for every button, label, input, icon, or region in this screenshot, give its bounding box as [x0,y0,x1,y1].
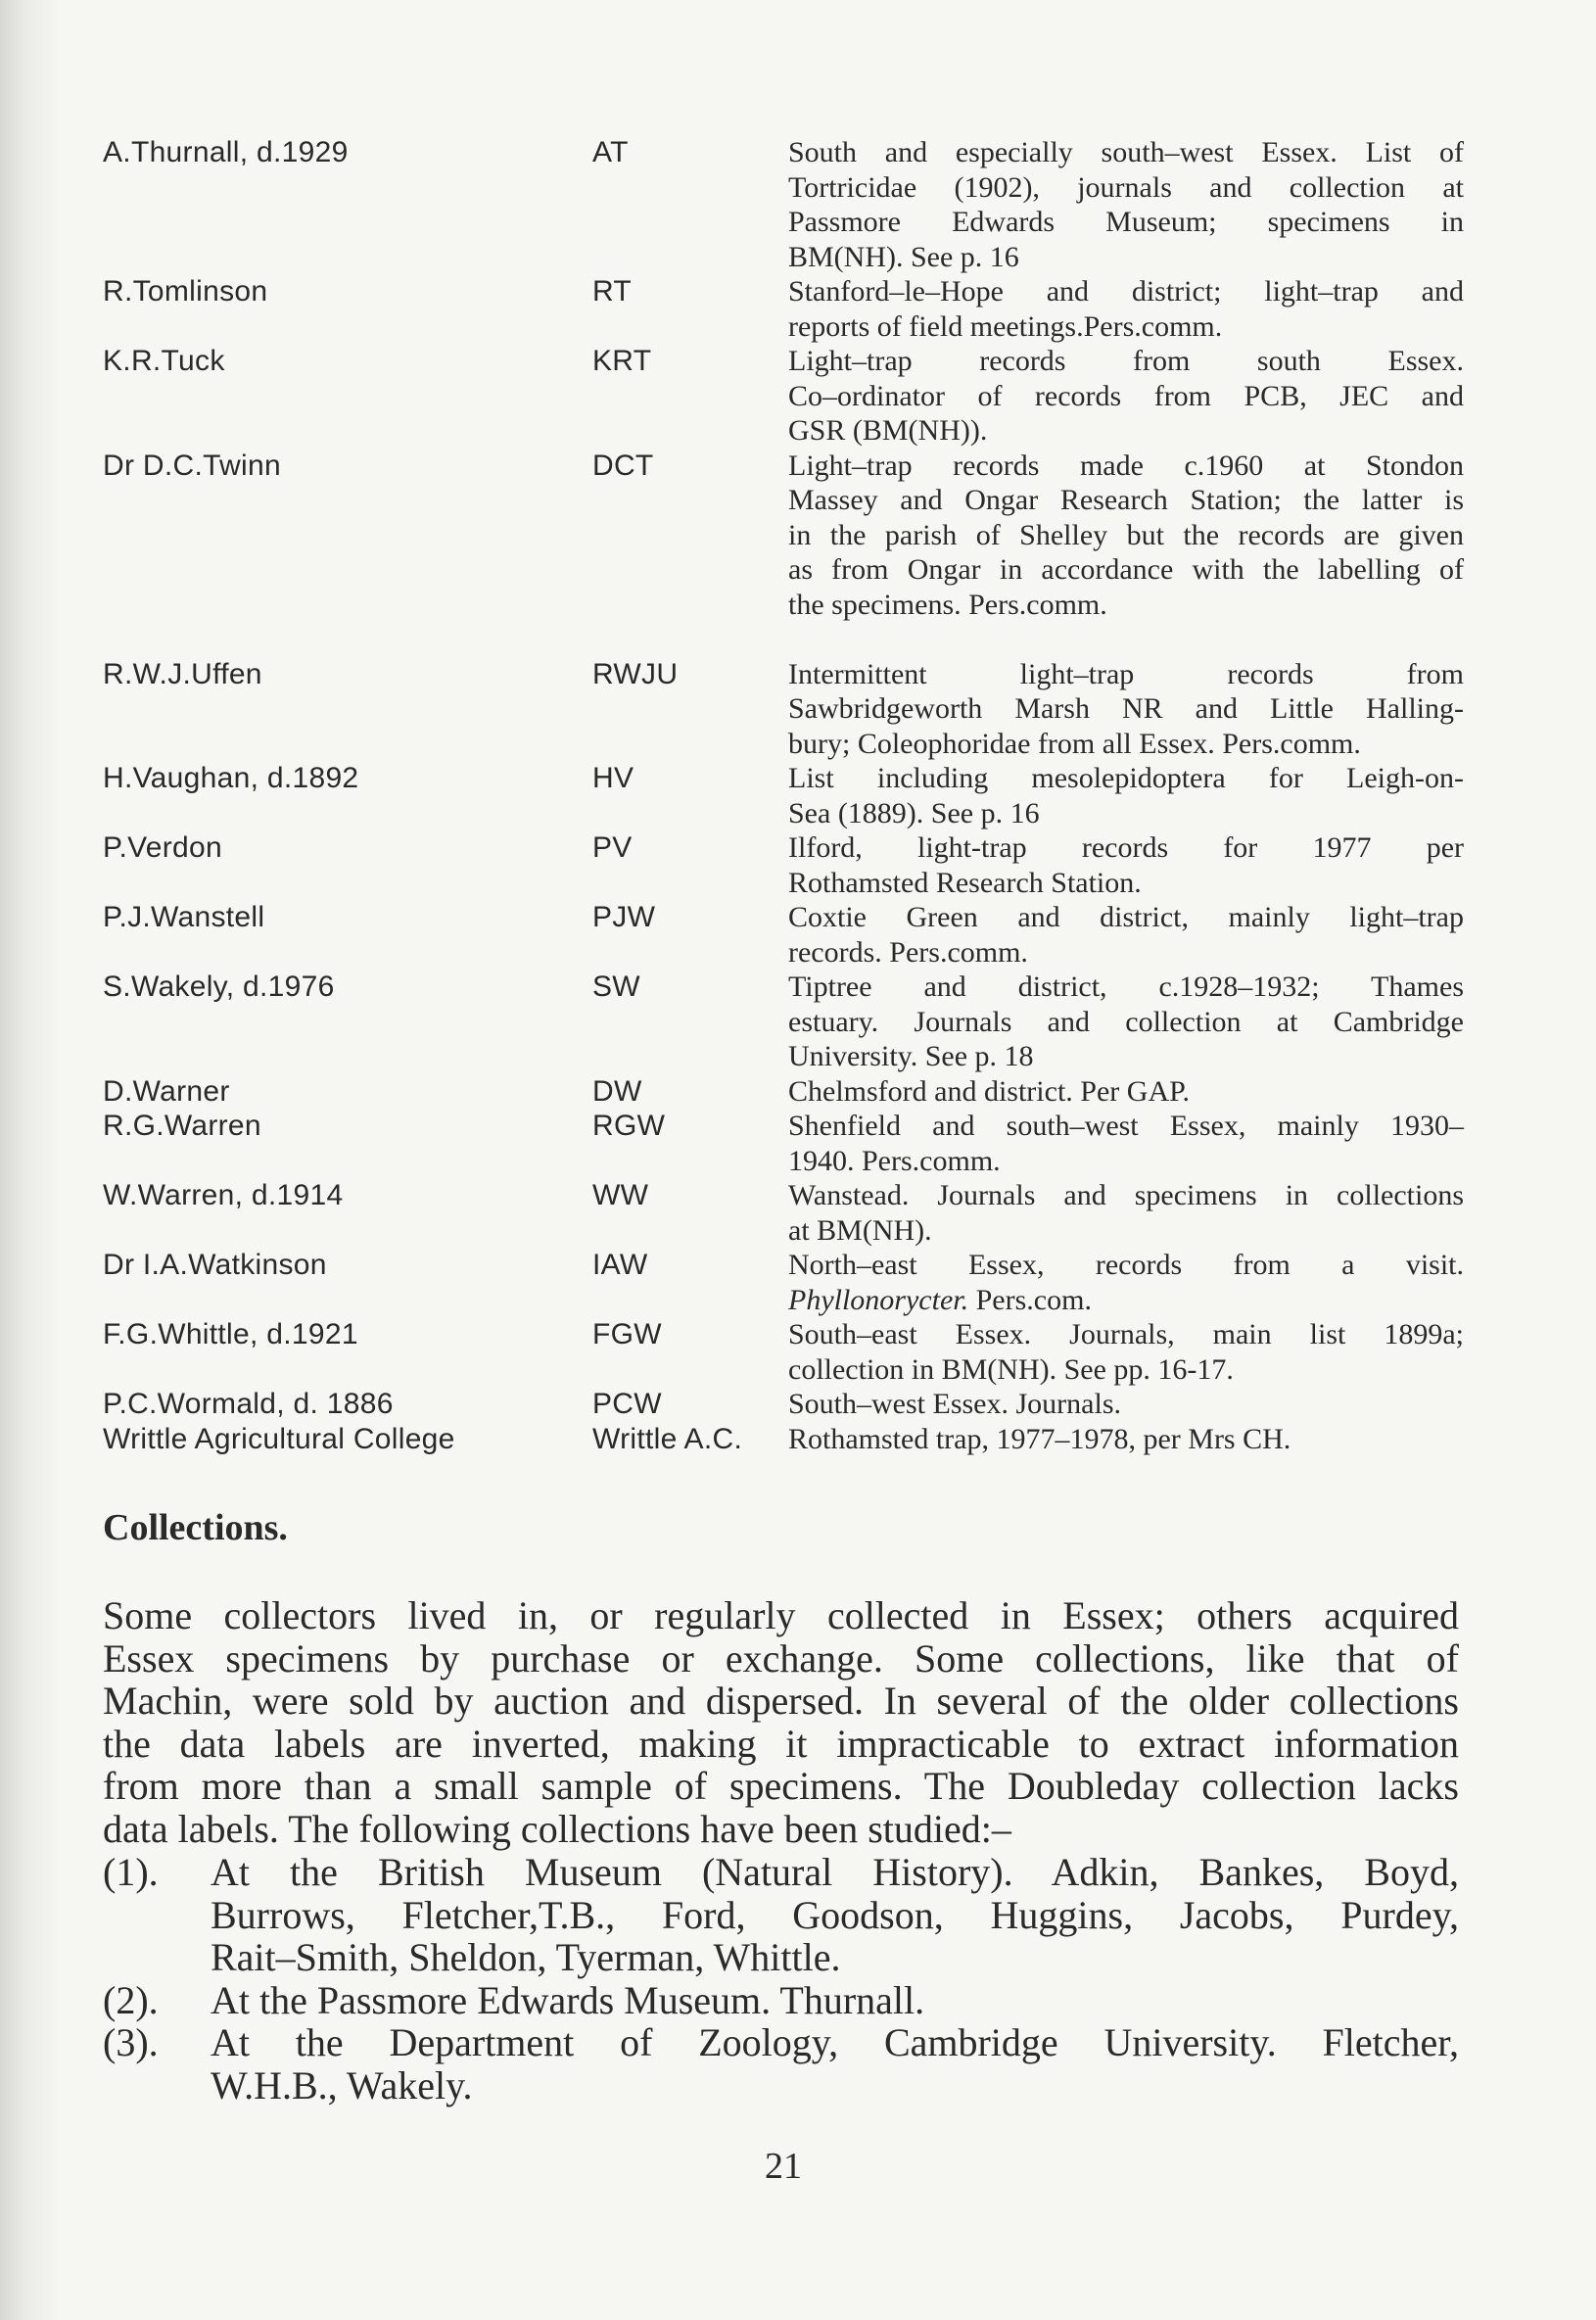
recorder-description [788,135,1464,274]
description-line: bury; Coleophoridae from all Essex. Pers.comm. [788,727,1361,760]
recorders-list [103,135,1464,1456]
collection-line: Rait–Smith, Sheldon, Tyerman, Whittle. [211,1935,841,1979]
description-line: South–east Essex. Journals, main list 1899a; [788,1318,1464,1350]
description-line: Stanford–le–Hope and district; light–trap and [788,275,1464,308]
intro-line: the data labels are inverted, making it impracticable to extract information [103,1721,1459,1766]
collections-intro-paragraph [103,1594,1459,1850]
intro-line: from more than a small sample of specimens. The Doubleday collection lacks [103,1764,1459,1808]
description-line: records. Pers.comm. [788,935,1028,969]
intro-line: Some collectors lived in, or regularly collected in Essex; others acquired [103,1593,1459,1637]
recorder-name: Dr D.C.Twinn [103,449,281,482]
recorder-row [103,1387,1464,1422]
recorder-row [103,1109,1464,1178]
recorder-description [788,1317,1464,1387]
recorder-description [788,1178,1464,1248]
description-line: Wanstead. Journals and specimens in collections [788,1179,1464,1211]
intro-line: Essex specimens by purchase or exchange. Some collections, like that of [103,1635,1459,1681]
recorder-name: D.Warner [103,1074,230,1108]
recorder-abbreviation: Writtle A.C. [592,1422,743,1455]
intro-line: data labels. The following collections have been studied:– [103,1806,1011,1851]
description-line: estuary. Journals and collection at Cambridge [788,1005,1464,1038]
recorder-row [103,135,1464,274]
section-heading: Collections. [103,1507,288,1548]
description-line: South and especially south–west Essex. List of [788,136,1464,168]
recorder-name: R.G.Warren [103,1110,261,1142]
description-line: North–east Essex, records from a visit. [788,1249,1464,1281]
recorder-row [103,274,1464,344]
recorder-row [103,761,1464,830]
description-line: Intermittent light–trap records from [788,657,1464,690]
recorder-name: K.R.Tuck [103,345,225,377]
description-line: GSR (BM(NH)). [788,414,988,447]
recorder-name: R.Tomlinson [103,275,268,308]
recorder-abbreviation: PV [592,831,633,864]
recorder-name: Writtle Agricultural College [103,1422,455,1455]
recorder-description [788,1074,1464,1110]
description-line: Ilford, light-trap records for 1977 per [788,831,1464,864]
recorder-row [103,900,1464,970]
page-edge-shadow [0,0,59,2320]
recorder-description [788,1248,1464,1317]
recorder-description [788,830,1464,900]
recorder-row [103,449,1464,623]
description-line: Passmore Edwards Museum; specimens in [788,206,1464,238]
recorder-abbreviation: AT [592,136,629,168]
collection-line: Burrows, Fletcher,T.B., Ford, Goodson, Huggins, Jacobs, Purdey, [211,1892,1459,1937]
recorder-abbreviation: SW [592,971,640,1003]
collection-number: (2). [103,1977,159,2022]
recorder-name: F.G.Whittle, d.1921 [103,1318,358,1350]
description-line: Phyllonorycter. Pers.com. [788,1283,1092,1316]
recorder-row [103,657,1464,762]
recorder-name: P.Verdon [103,831,222,864]
collection-item [103,1851,1459,1979]
recorder-description [788,900,1464,970]
description-line: Light–trap records from south Essex. [788,345,1464,377]
description-line: Shenfield and south–west Essex, mainly 1930– [788,1110,1464,1142]
recorder-abbreviation: PJW [592,901,656,933]
recorder-description [788,1422,1464,1457]
recorder-description [788,970,1464,1074]
recorder-description [788,1387,1464,1422]
collection-line: At the Passmore Edwards Museum. Thurnall. [211,1977,925,2022]
collection-number: (1). [103,1850,159,1894]
recorder-abbreviation: DCT [592,449,654,482]
recorder-name: W.Warren, d.1914 [103,1179,344,1211]
recorder-abbreviation: FGW [592,1318,662,1350]
description-line: collection in BM(NH). See pp. 16-17. [788,1352,1234,1386]
intro-line: Machin, were sold by auction and dispersed. In several of the older collections [103,1679,1459,1723]
description-line: List including mesolepidoptera for Leigh-on- [788,762,1464,794]
recorder-name: R.W.J.Uffen [103,657,262,690]
recorder-name: H.Vaughan, d.1892 [103,762,359,794]
recorder-row [103,1074,1464,1110]
collection-text [211,1979,1459,2022]
recorder-name: S.Wakely, d.1976 [103,971,335,1003]
recorder-abbreviation: HV [592,762,634,794]
recorder-description [788,657,1464,762]
recorder-abbreviation: RT [592,275,633,308]
description-line: Tiptree and district, c.1928–1932; Thames [788,971,1464,1003]
collection-line: At the British Museum (Natural History). Adkin, Bankes, Boyd, [211,1850,1459,1894]
collection-item [103,1979,1459,2022]
recorder-name: P.J.Wanstell [103,901,265,933]
description-line: University. See p. 18 [788,1040,1034,1072]
recorder-row [103,1317,1464,1387]
collection-line: W.H.B., Wakely. [211,2062,473,2107]
description-line: Sea (1889). See p. 16 [788,796,1040,829]
description-line: Tortricidae (1902), journals and collection at [788,170,1464,204]
description-line: BM(NH). See p. 16 [788,240,1019,273]
description-line: Sawbridgeworth Marsh NR and Little Halling- [788,692,1464,725]
recorder-abbreviation: WW [592,1179,649,1211]
recorder-name: A.Thurnall, d.1929 [103,136,349,168]
recorder-row [103,1178,1464,1248]
description-line: Rothamsted Research Station. [788,866,1142,899]
recorder-description [788,1109,1464,1178]
collection-text [211,1851,1459,1979]
recorder-row [103,1422,1464,1457]
recorder-description [788,761,1464,830]
recorder-description [788,344,1464,449]
description-line: Chelmsford and district. Per GAP. [788,1074,1190,1108]
recorder-description [788,449,1464,623]
recorder-row [103,344,1464,449]
description-line: Co–ordinator of records from PCB, JEC and [788,379,1464,412]
description-line: 1940. Pers.comm. [788,1144,1001,1177]
recorder-name: P.C.Wormald, d. 1886 [103,1388,394,1420]
recorder-description [788,274,1464,344]
description-line: as from Ongar in accordance with the labelling of [788,553,1464,586]
description-line: Coxtie Green and district, mainly light–trap [788,901,1464,933]
description-line: South–west Essex. Journals. [788,1388,1121,1420]
recorder-abbreviation: DW [592,1074,642,1108]
page-number: 21 [765,2146,802,2187]
description-line: in the parish of Shelley but the records are given [788,518,1464,551]
recorder-row [103,1248,1464,1317]
collection-item [103,2021,1459,2107]
italic-genus-name: Phyllonorycter. [788,1283,969,1316]
recorder-abbreviation: RWJU [592,657,679,690]
recorder-abbreviation: IAW [592,1249,648,1281]
recorder-row [103,830,1464,900]
description-line: Rothamsted trap, 1977–1978, per Mrs CH. [788,1422,1291,1455]
recorder-abbreviation: RGW [592,1110,666,1142]
collections-list [103,1851,1459,2107]
collection-number: (3). [103,2020,159,2064]
description-line: Light–trap records made c.1960 at Stondon [788,449,1464,482]
recorder-row [103,970,1464,1074]
description-line: Massey and Ongar Research Station; the latter is [788,484,1464,516]
recorder-abbreviation: PCW [592,1388,662,1420]
recorder-abbreviation: KRT [592,345,652,377]
description-line: at BM(NH). [788,1213,932,1247]
collection-line: At the Department of Zoology, Cambridge University. Fletcher, [211,2020,1459,2064]
description-line: the specimens. Pers.comm. [788,588,1107,621]
recorder-name: Dr I.A.Watkinson [103,1249,327,1281]
collection-text [211,2021,1459,2107]
description-line: reports of field meetings.Pers.comm. [788,309,1223,343]
